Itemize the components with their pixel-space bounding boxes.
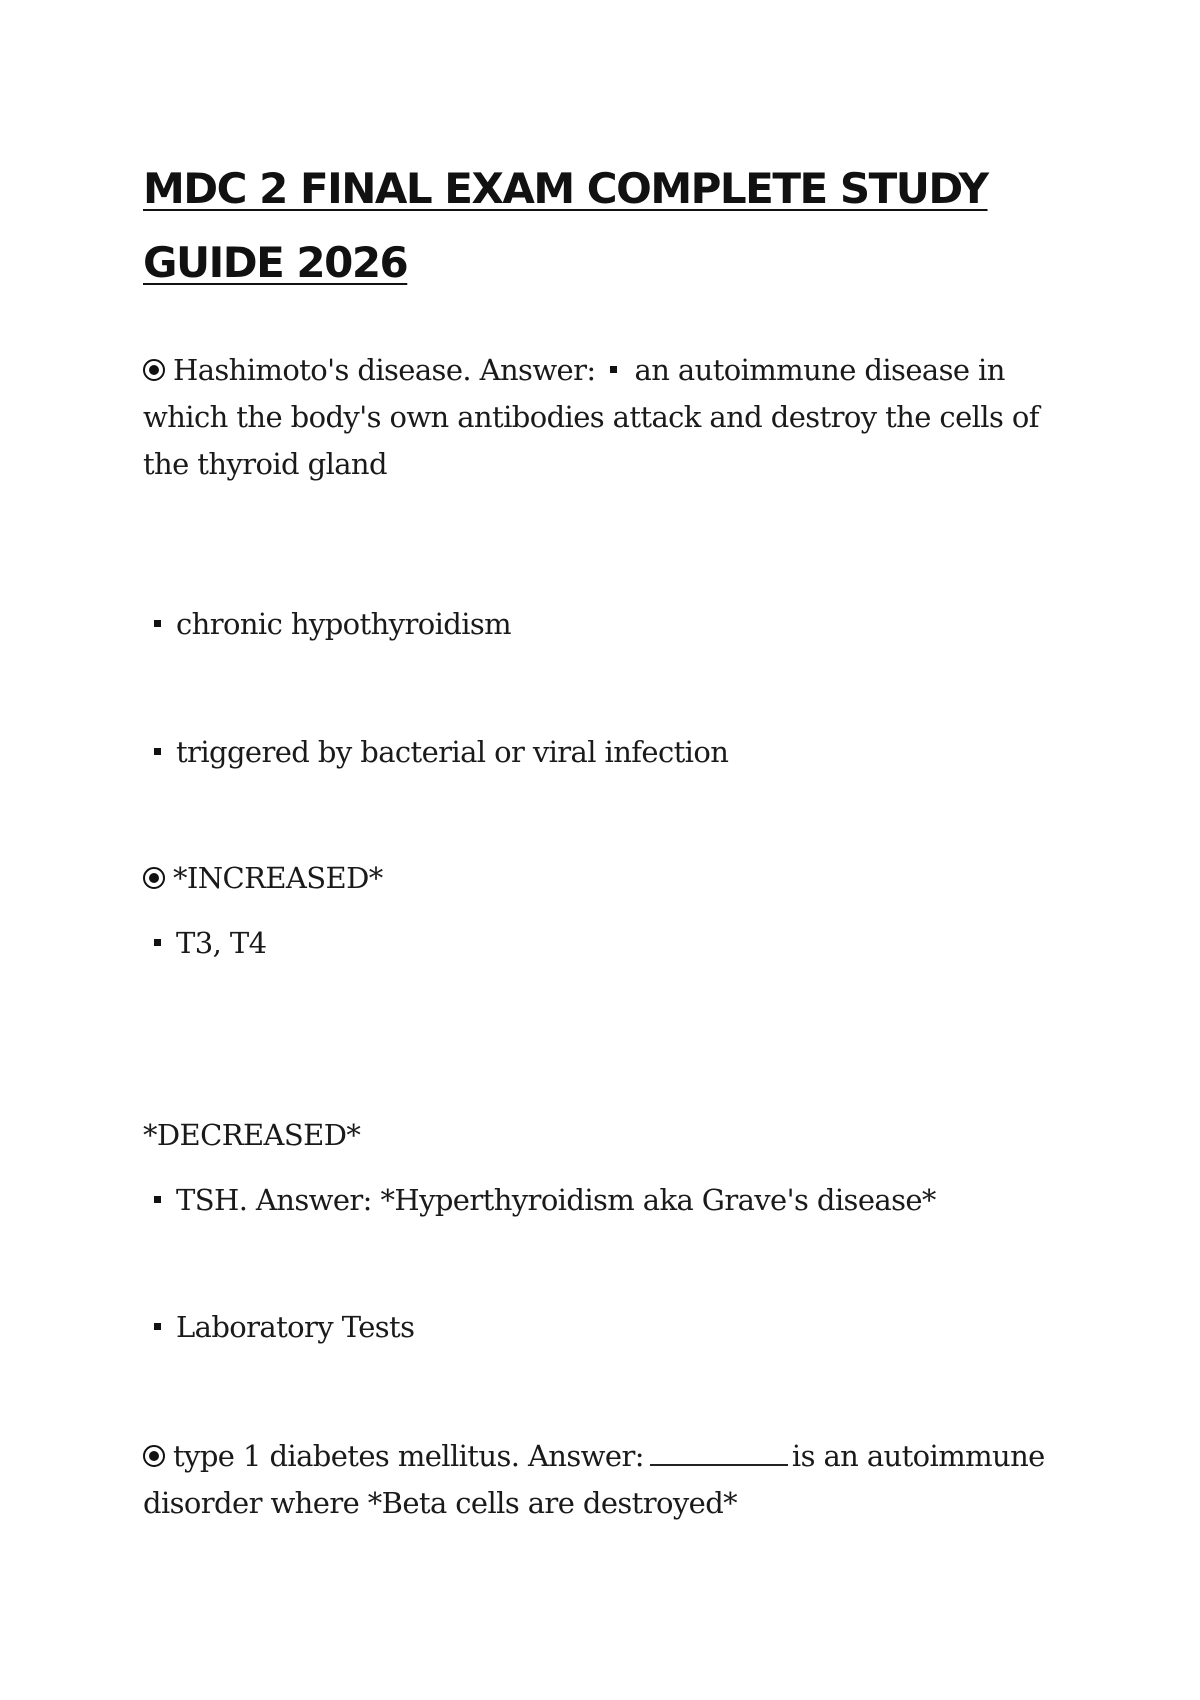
square-bullet-icon: [154, 1323, 161, 1330]
list-item: [143, 1177, 1073, 1224]
square-bullet-icon: [154, 1196, 161, 1203]
question-hashimoto: [143, 347, 1073, 488]
answer-text: is an autoimmune disorder where *Beta cells are destroyed*: [143, 1439, 1045, 1520]
question-text: type 1 diabetes mellitus. Answer:: [173, 1439, 644, 1473]
square-bullet-icon: [154, 620, 161, 627]
radio-filled-icon: [143, 1445, 165, 1467]
question-diabetes: [143, 1433, 1073, 1527]
question-text: *INCREASED*: [173, 861, 383, 895]
answer-text: an autoimmune disease in which the body's own antibodies attack and destroy the cells of the thyroid gland: [143, 353, 1039, 481]
square-bullet-icon: [154, 939, 161, 946]
list-item-text: T3, T4: [176, 926, 267, 960]
list-item: [143, 920, 1073, 967]
list-item-text: chronic hypothyroidism: [176, 607, 512, 641]
list-item-text: Laboratory Tests: [176, 1310, 415, 1344]
radio-filled-icon: [143, 867, 165, 889]
document-title: MDC 2 FINAL EXAM COMPLETE STUDY GUIDE 2026: [143, 164, 988, 287]
square-bullet-icon: [154, 748, 161, 755]
list-item: [143, 1304, 1073, 1351]
radio-filled-icon: [143, 359, 165, 381]
section-heading-text: *DECREASED*: [143, 1118, 361, 1152]
list-item: [143, 729, 1073, 776]
list-item: [143, 601, 1073, 648]
section-heading-decreased: [143, 1112, 1073, 1159]
question-increased: [143, 855, 1073, 902]
square-bullet-icon: [610, 366, 617, 373]
question-text: Hashimoto's disease. Answer:: [173, 353, 596, 387]
list-item-text: TSH. Answer: *Hyperthyroidism aka Grave's disease*: [176, 1183, 936, 1217]
list-item-text: triggered by bacterial or viral infection: [176, 735, 729, 769]
fill-in-blank: [650, 1442, 788, 1466]
